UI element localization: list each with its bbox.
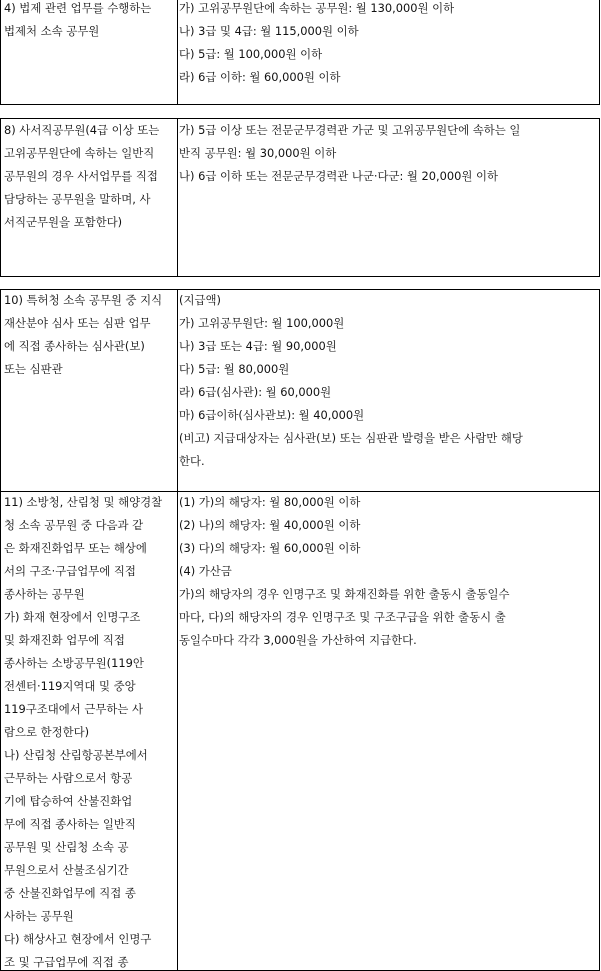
- row-label-line: 8) 사서직공무원(4급 이상 또는: [4, 123, 160, 137]
- row-value-line: (지급액): [179, 293, 221, 307]
- row-label-line: 무원으로서 산불조심기간: [4, 863, 129, 877]
- row-label-line: 근무하는 사람으로서 항공: [4, 771, 133, 785]
- row-value-line: (2) 나)의 해당자: 월 40,000원 이하: [179, 518, 361, 532]
- row-label-line: 4) 법제 관련 업무를 수행하는: [4, 1, 152, 15]
- row-label-line: 에 직접 종사하는 심사관(보): [4, 339, 145, 353]
- row-label-line: 은 화재진화업무 또는 해상에: [4, 541, 147, 555]
- row-value-line: 반직 공무원: 월 30,000원 이하: [179, 146, 337, 160]
- table-row-legislation: [0, 0, 600, 105]
- row-value-line: 마다, 다)의 해당자의 경우 인명구조 및 구조구급을 위한 출동시 출: [179, 610, 506, 624]
- row-label-line: 서직군무원을 포함한다): [4, 215, 123, 229]
- row-label-line: 공무원의 경우 사서업무를 직접: [4, 169, 158, 183]
- row-value-line: (비고) 지급대상자는 심사관(보) 또는 심판관 발령을 받은 사람만 해당: [179, 431, 523, 445]
- row-label-line: 람으로 한정한다): [4, 725, 90, 739]
- row-label-line: 재산분야 심사 또는 심판 업무: [4, 316, 151, 330]
- row-value-line: 나) 3급 또는 4급: 월 90,000원: [179, 339, 337, 353]
- row-label-line: 나) 산림청 산림항공본부에서: [4, 748, 148, 762]
- column-divider: [177, 0, 178, 104]
- row-value-line: 가)의 해당자의 경우 인명구조 및 화재진화를 위한 출동시 출동일수: [179, 587, 510, 601]
- row-value-line: (4) 가산금: [179, 564, 232, 578]
- row-value-line: 다) 5급: 월 100,000원 이하: [179, 47, 323, 61]
- row-label-line: 다) 해상사고 현장에서 인명구: [4, 932, 152, 946]
- row-label-line: 전센터·119지역대 및 중앙: [4, 679, 136, 693]
- row-value-line: 한다.: [179, 454, 205, 468]
- row-label-line: 법제처 소속 공무원: [4, 24, 100, 38]
- row-label-line: 또는 심판관: [4, 362, 63, 376]
- row-label-line: 서의 구조·구급업무에 직접: [4, 564, 136, 578]
- column-divider: [177, 290, 178, 491]
- table-row-fire-forest-coastguard: [0, 491, 600, 971]
- row-label-line: 종사하는 공무원: [4, 587, 85, 601]
- row-label-line: 119구조대에서 근무하는 사: [4, 702, 144, 716]
- row-label-line: 10) 특허청 소속 공무원 중 지식: [4, 293, 163, 307]
- row-label-line: 담당하는 공무원을 말하며, 사: [4, 192, 151, 206]
- row-value-line: 가) 고위공무원단에 속하는 공무원: 월 130,000원 이하: [179, 1, 455, 15]
- row-value-line: 가) 5급 이상 또는 전문군무경력관 가군 및 고위공무원단에 속하는 일: [179, 123, 521, 137]
- row-value-line: 마) 6급이하(심사관보): 월 40,000원: [179, 408, 365, 422]
- row-label-line: 사하는 공무원: [4, 909, 74, 923]
- table-row-patent-office: [0, 289, 600, 492]
- row-label-line: 고위공무원단에 속하는 일반직: [4, 146, 155, 160]
- row-value-line: 나) 3급 및 4급: 월 115,000원 이하: [179, 24, 359, 38]
- column-divider: [177, 492, 178, 970]
- row-value-line: 라) 6급 이하: 월 60,000원 이하: [179, 70, 341, 84]
- row-value-line: 가) 고위공무원단: 월 100,000원: [179, 316, 345, 330]
- table-row-librarian: [0, 118, 600, 277]
- row-label-line: 기에 탑승하여 산불진화업: [4, 794, 133, 808]
- row-label-line: 공무원 및 산림청 소속 공: [4, 840, 129, 854]
- row-label-line: 11) 소방청, 산림청 및 해양경찰: [4, 495, 163, 509]
- column-divider: [177, 119, 178, 276]
- row-label-line: 및 화재진화 업무에 직접: [4, 633, 125, 647]
- row-value-line: 나) 6급 이하 또는 전문군무경력관 나군·다군: 월 20,000원 이하: [179, 169, 499, 183]
- row-label-line: 가) 화재 현장에서 인명구조: [4, 610, 141, 624]
- row-value-line: 다) 5급: 월 80,000원: [179, 362, 290, 376]
- row-label-line: 청 소속 공무원 중 다음과 같: [4, 518, 144, 532]
- row-value-line: 라) 6급(심사관): 월 60,000원: [179, 385, 332, 399]
- row-value-line: (1) 가)의 해당자: 월 80,000원 이하: [179, 495, 361, 509]
- row-label-line: 조 및 구급업무에 직접 종: [4, 955, 129, 969]
- row-value-line: 동일수마다 각각 3,000원을 가산하여 지급한다.: [179, 633, 417, 647]
- row-label-line: 무에 직접 종사하는 일반직: [4, 817, 136, 831]
- row-label-line: 종사하는 소방공무원(119안: [4, 656, 144, 670]
- row-label-line: 중 산불진화업무에 직접 종: [4, 886, 136, 900]
- row-value-line: (3) 다)의 해당자: 월 60,000원 이하: [179, 541, 361, 555]
